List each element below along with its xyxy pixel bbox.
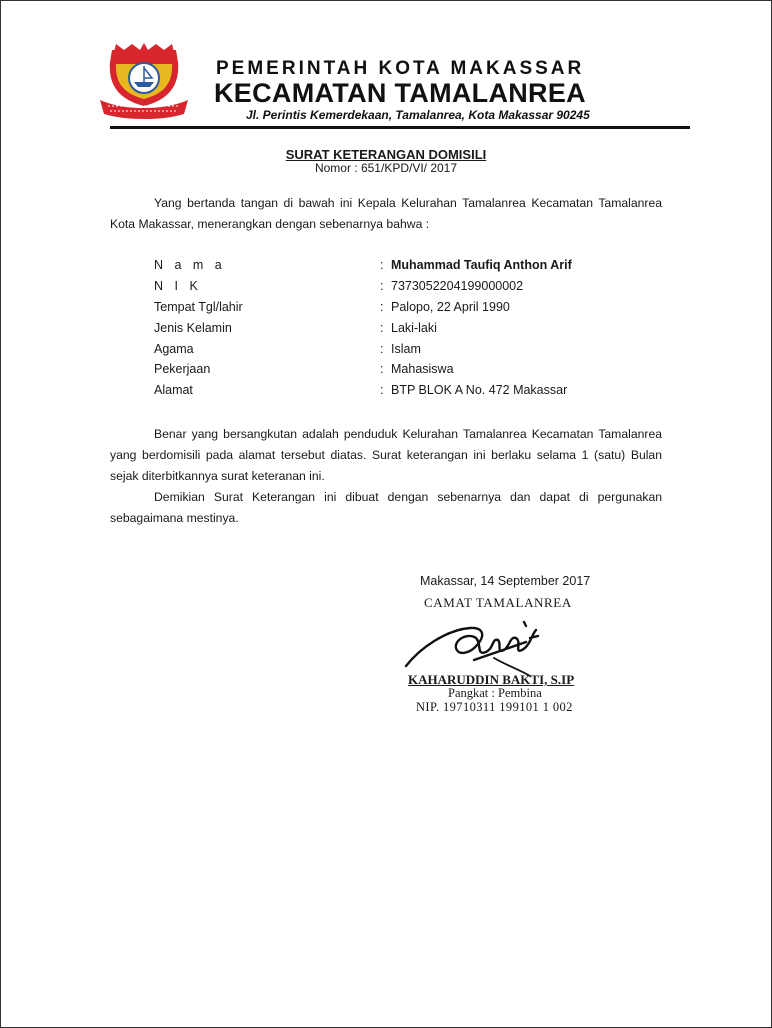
field-label-nik: N I K bbox=[154, 279, 202, 293]
field-label-name: N a m a bbox=[154, 258, 226, 272]
field-value-religion: Islam bbox=[391, 342, 421, 356]
field-colon: : bbox=[380, 279, 384, 293]
letter-number: Nomor : 651/KPD/VI/ 2017 bbox=[314, 161, 458, 175]
field-label-address: Alamat bbox=[154, 383, 193, 397]
signatory-rank: Pangkat : Pembina bbox=[448, 686, 542, 700]
makassar-city-emblem-icon bbox=[98, 42, 190, 120]
place-and-date: Makassar, 14 September 2017 bbox=[420, 574, 591, 588]
field-label-religion: Agama bbox=[154, 342, 194, 356]
signatory-position: CAMAT TAMALANREA bbox=[424, 595, 572, 610]
letterhead-divider bbox=[110, 126, 690, 129]
field-colon: : bbox=[380, 383, 384, 397]
field-label-occupation: Pekerjaan bbox=[154, 362, 211, 376]
intro-paragraph: Yang bertanda tangan di bawah ini Kepala Kelurahan Tamalanrea Kecamatan Tamalanrea Kota Makassar, menerangkan dengan sebenarnya bahwa : bbox=[110, 196, 662, 231]
letter-title: SURAT KETERANGAN DOMISILI bbox=[285, 147, 487, 162]
signatory-name: KAHARUDDIN BAKTI, S.IP bbox=[408, 672, 575, 687]
field-colon: : bbox=[380, 258, 384, 272]
field-label-gender: Jenis Kelamin bbox=[154, 321, 232, 335]
statement-paragraph: Benar yang bersangkutan adalah penduduk Kelurahan Tamalanrea Kecamatan Tamalanrea yang berdomisili pada alamat tersebut diatas. Surat keterangan ini berlaku selama 1 (satu) Bulan sejak diterbitkannya surat keteranan ini. bbox=[110, 427, 662, 483]
field-value-nik: 7373052204199000002 bbox=[391, 279, 524, 293]
field-value-occupation: Mahasiswa bbox=[391, 362, 454, 376]
closing-paragraph: Demikian Surat Keterangan ini dibuat dengan sebenarnya dan dapat di pergunakan sebagaimana mestinya. bbox=[110, 490, 662, 525]
field-value-birth: Palopo, 22 April 1990 bbox=[391, 300, 510, 314]
signatory-nip: NIP. 19710311 199101 1 002 bbox=[416, 700, 573, 714]
field-value-name: Muhammad Taufiq Anthon Arif bbox=[391, 258, 572, 272]
field-label-birth: Tempat Tgl/lahir bbox=[154, 300, 243, 314]
field-value-address: BTP BLOK A No. 472 Makassar bbox=[391, 383, 568, 397]
field-colon: : bbox=[380, 300, 384, 314]
office-address: Jl. Perintis Kemerdekaan, Tamalanrea, Kota Makassar 90245 bbox=[246, 108, 590, 122]
government-name: PEMERINTAH KOTA MAKASSAR bbox=[216, 58, 585, 79]
field-colon: : bbox=[380, 342, 384, 356]
field-value-gender: Laki-laki bbox=[391, 321, 437, 335]
district-name: KECAMATAN TAMALANREA bbox=[214, 78, 586, 108]
field-colon: : bbox=[380, 362, 384, 376]
field-colon: : bbox=[380, 321, 384, 335]
